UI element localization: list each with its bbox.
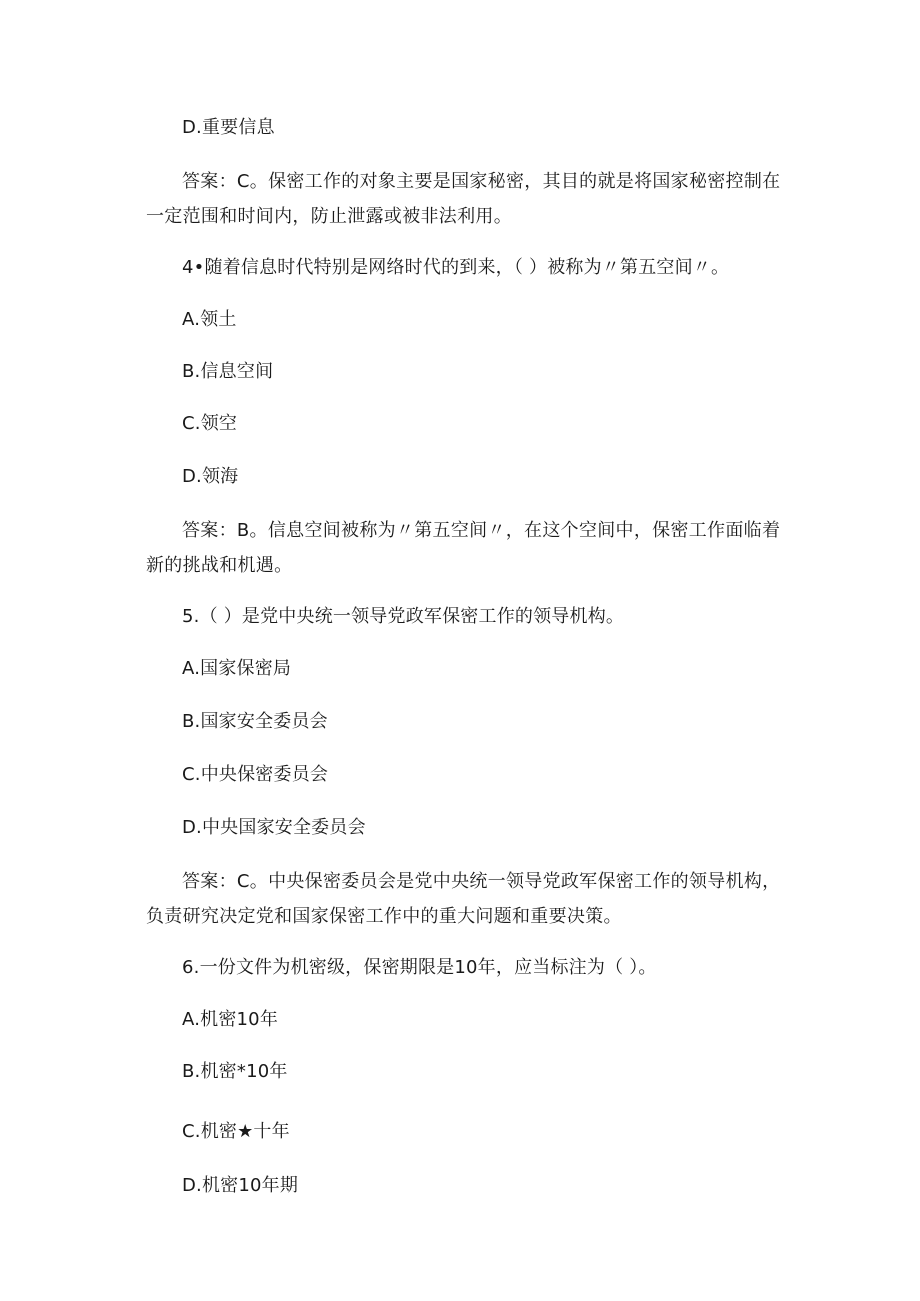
q5-option-d: D.中央国家安全委员会	[182, 817, 366, 838]
question-4: 4•随着信息时代特别是网络时代的到来，（ ）被称为〃第五空间〃。	[182, 257, 730, 278]
q4-option-d: D.领海	[182, 466, 239, 487]
q5-option-a: A.国家保密局	[182, 658, 292, 679]
answer-q4: 答案：B。信息空间被称为〃第五空间〃，在这个空间中，保密工作面临着新的挑战和机遇。	[146, 520, 781, 576]
q6-option-a: A.机密10年	[182, 1009, 279, 1030]
question-5: 5.（ ）是党中央统一领导党政军保密工作的领导机构。	[182, 606, 625, 627]
answer-q5: 答案：C。中央保密委员会是党中央统一领导党政军保密工作的领导机构，负责研究决定党和国家保密工作中的重大问题和重要决策。	[146, 871, 781, 927]
q5-option-b: B.国家安全委员会	[182, 711, 328, 732]
answer-q3: 答案：C。保密工作的对象主要是国家秘密，其目的就是将国家秘密控制在一定范围和时间内，防止泄露或被非法利用。	[146, 171, 781, 227]
q4-option-b: B.信息空间	[182, 361, 274, 382]
q6-option-b: B.机密*10年	[182, 1061, 288, 1082]
q4-option-a: A.领土	[182, 309, 237, 330]
q6-option-d: D.机密10年期	[182, 1175, 299, 1196]
question-6: 6.一份文件为机密级，保密期限是10年，应当标注为（ ）。	[182, 957, 657, 978]
q4-option-c: C.领空	[182, 413, 238, 434]
option-d-important-info: D.重要信息	[182, 117, 275, 138]
q6-option-c: C.机密★十年	[182, 1121, 290, 1142]
q5-option-c: C.中央保密委员会	[182, 764, 329, 785]
